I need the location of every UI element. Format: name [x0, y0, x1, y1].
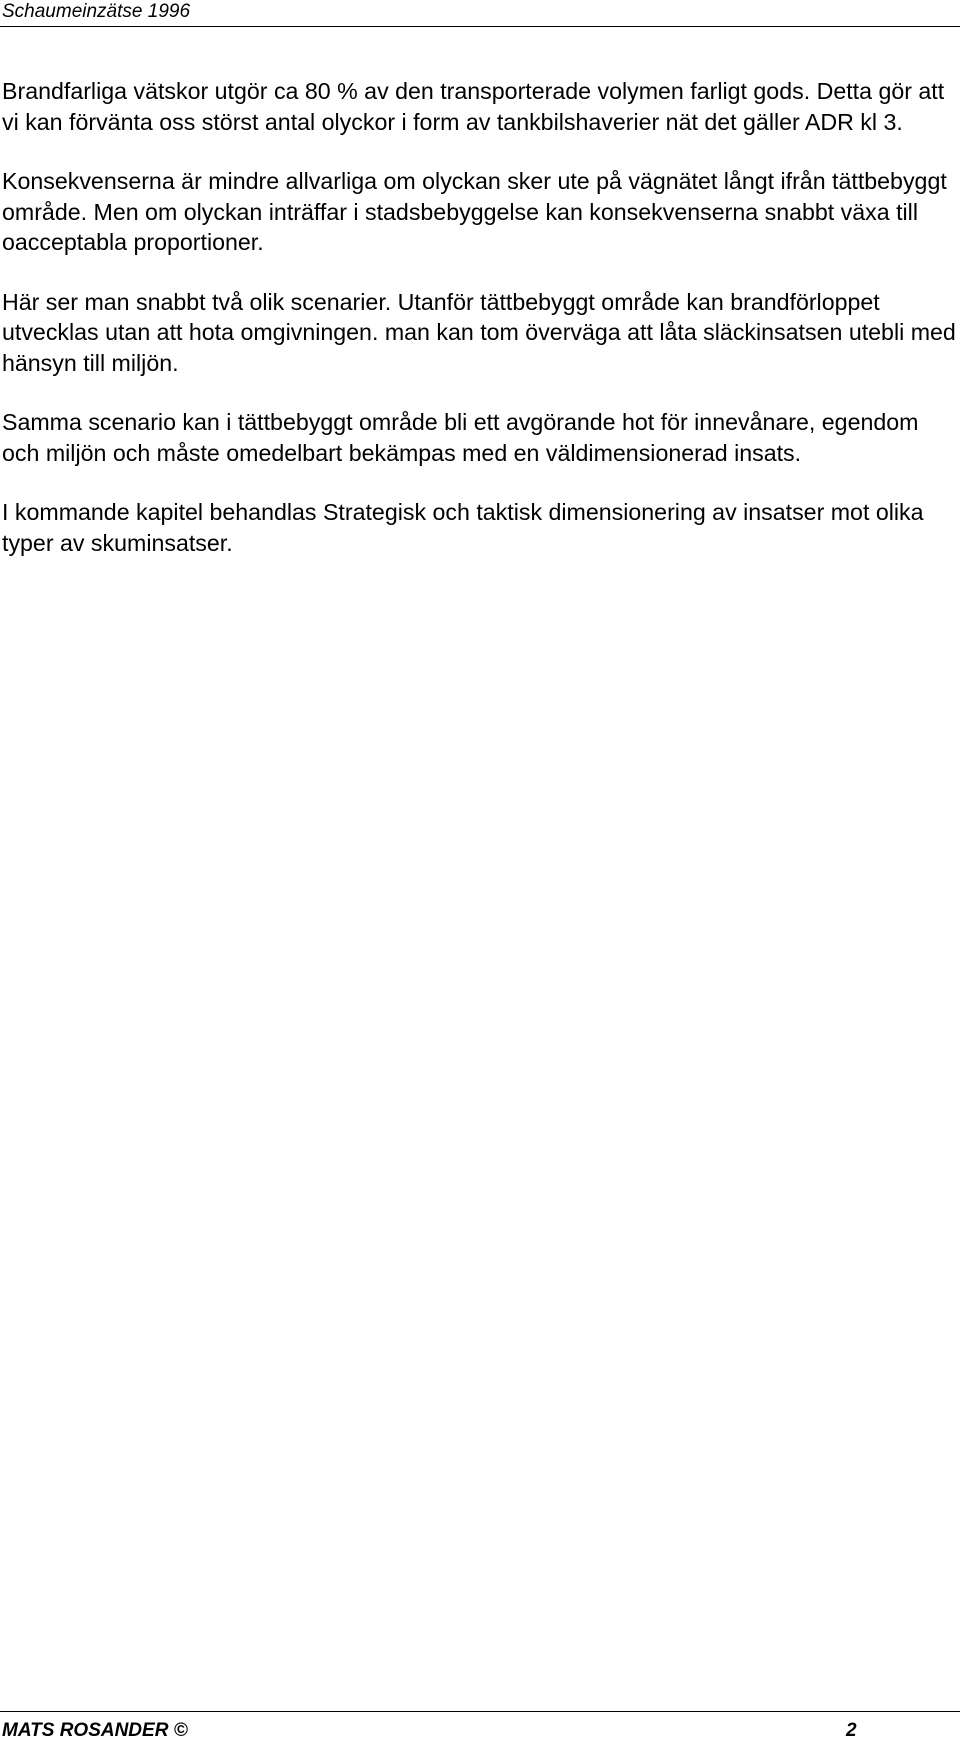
paragraph-1: Brandfarliga vätskor utgör ca 80 % av den transporterade volymen farligt gods. Detta gör att vi kan förvänta oss störst antal olyckor i form av tankbilshaverier nät det gäller ADR kl 3. — [2, 78, 945, 135]
document-body — [2, 76, 956, 587]
paragraph-3: Här ser man snabbt två olik scenarier. Utanför tättbebyggt område kan brandförloppet utvecklas utan att hota omgivningen. man kan tom överväga att låta släckinsatsen utebli med hänsyn till miljön. — [2, 288, 956, 376]
paragraph-5: I kommande kapitel behandlas Strategisk och taktisk dimensionering av insatser mot olika typer av skuminsatser. — [2, 499, 924, 556]
page-footer — [0, 1711, 960, 1746]
page-header — [0, 0, 960, 27]
page-number: 2 — [846, 1720, 857, 1741]
paragraph-4: Samma scenario kan i tättbebyggt område bli ett avgörande hot för innevånare, egendom och miljön och måste omedelbart bekämpas med en väldimensionerad insats. — [2, 409, 919, 466]
footer-author: MATS ROSANDER © — [2, 1720, 188, 1741]
paragraph-2: Konsekvenserna är mindre allvarliga om olyckan sker ute på vägnätet långt ifrån tättbebyggt område. Men om olyckan inträffar i stadsbebyggelse kan konsekvenserna snabbt växa till oacceptabla proportioner. — [2, 168, 947, 255]
header-title: Schaumeinzätse 1996 — [2, 1, 191, 22]
